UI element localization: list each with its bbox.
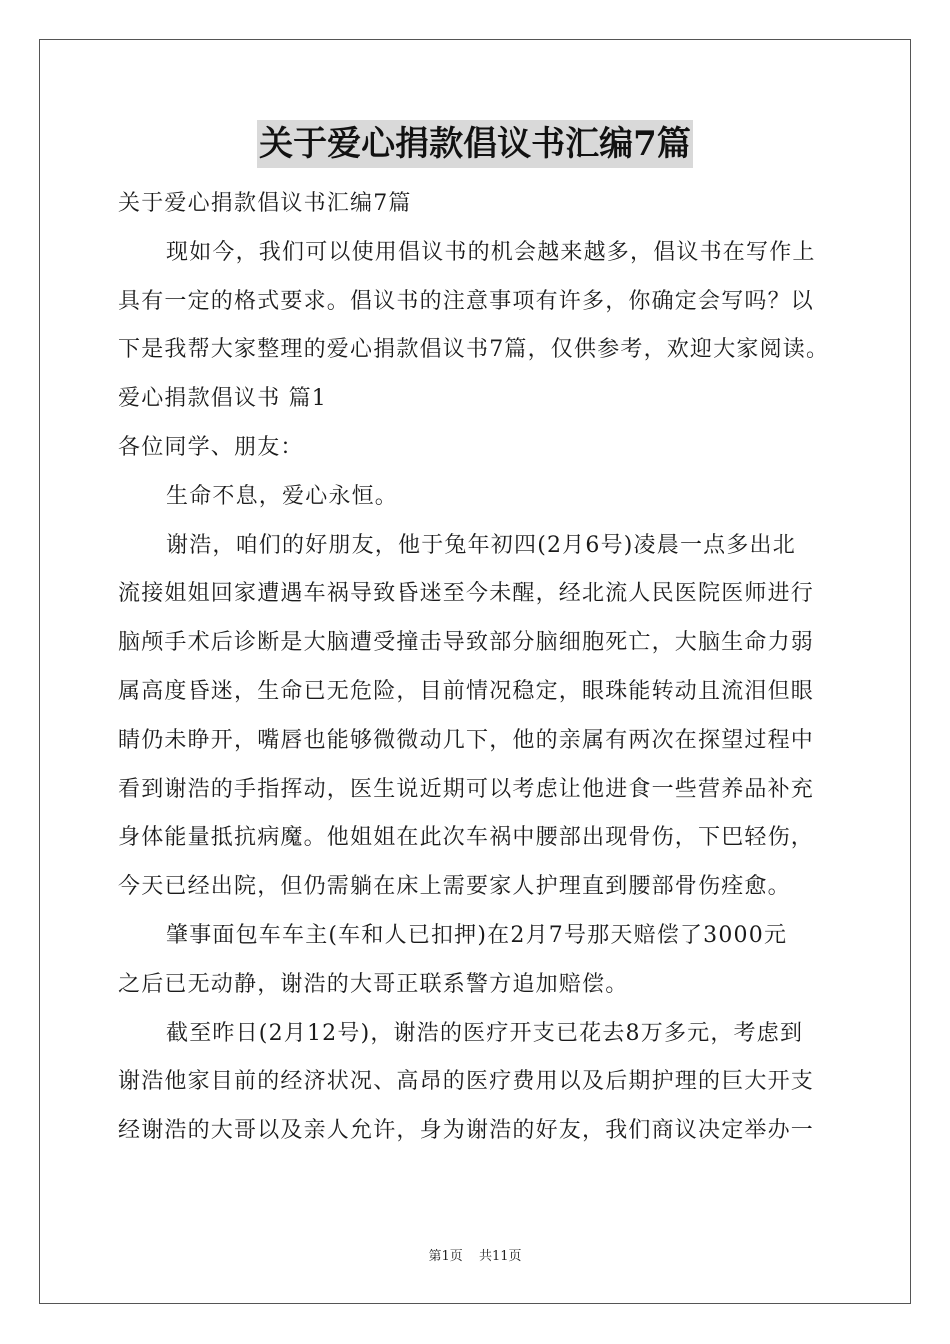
text-line: 脑颅手术后诊断是大脑遭受撞击导致部分脑细胞死亡，大脑生命力弱 <box>118 630 815 656</box>
text-line: 谢浩他家目前的经济状况、高昂的医疗费用以及后期护理的巨大开支 <box>118 1069 815 1095</box>
text-line: 截至昨日(2月12号)，谢浩的医疗开支已花去8万多元，考虑到 <box>166 1020 804 1046</box>
text-line: 之后已无动静，谢浩的大哥正联系警方追加赔偿。 <box>118 971 629 997</box>
text-line: 爱心捐款倡议书 篇1 <box>118 386 327 412</box>
document-title <box>0 120 950 168</box>
text-line: 各位同学、朋友： <box>118 434 304 460</box>
text-line: 流接姐姐回家遭遇车祸导致昏迷至今未醒，经北流人民医院医师进行 <box>118 581 815 607</box>
text-line: 下是我帮大家整理的爱心捐款倡议书7篇，仅供参考，欢迎大家阅读。 <box>118 337 830 363</box>
text-line: 身体能量抵抗病魔。他姐姐在此次车祸中腰部出现骨伤，下巴轻伤， <box>118 825 815 851</box>
document-body <box>118 180 838 1156</box>
text-line: 看到谢浩的手指挥动，医生说近期可以考虑让他进食一些营养品补充 <box>118 776 815 802</box>
text-line: 关于爱心捐款倡议书汇编7篇 <box>118 191 412 216</box>
text-line: 睛仍未睁开，嘴唇也能够微微动几下，他的亲属有两次在探望过程中 <box>118 727 815 753</box>
text-line: 谢浩，咱们的好朋友，他于兔年初四(2月6号)凌晨一点多出北 <box>166 532 796 558</box>
text-line: 生命不息，爱心永恒。 <box>166 483 399 509</box>
page-footer <box>0 1248 950 1266</box>
text-line: 具有一定的格式要求。倡议书的注意事项有许多，你确定会写吗？以 <box>118 288 815 314</box>
text-line: 今天已经出院，但仍需躺在床上需要家人护理直到腰部骨伤痊愈。 <box>118 874 791 900</box>
text-line: 现如今，我们可以使用倡议书的机会越来越多，倡议书在写作上 <box>166 239 816 265</box>
page-number: 第1页 <box>428 1249 463 1264</box>
text-line: 肇事面包车车主(车和人已扣押)在2月7号那天赔偿了3000元 <box>166 922 788 948</box>
text-line: 属高度昏迷，生命已无危险，目前情况稳定，眼珠能转动且流泪但眼 <box>118 678 815 704</box>
page-total: 共11页 <box>478 1249 522 1264</box>
document-title-text: 关于爱心捐款倡议书汇编7篇 <box>257 120 693 168</box>
text-line: 经谢浩的大哥以及亲人允许，身为谢浩的好友，我们商议决定举办一 <box>118 1118 815 1144</box>
